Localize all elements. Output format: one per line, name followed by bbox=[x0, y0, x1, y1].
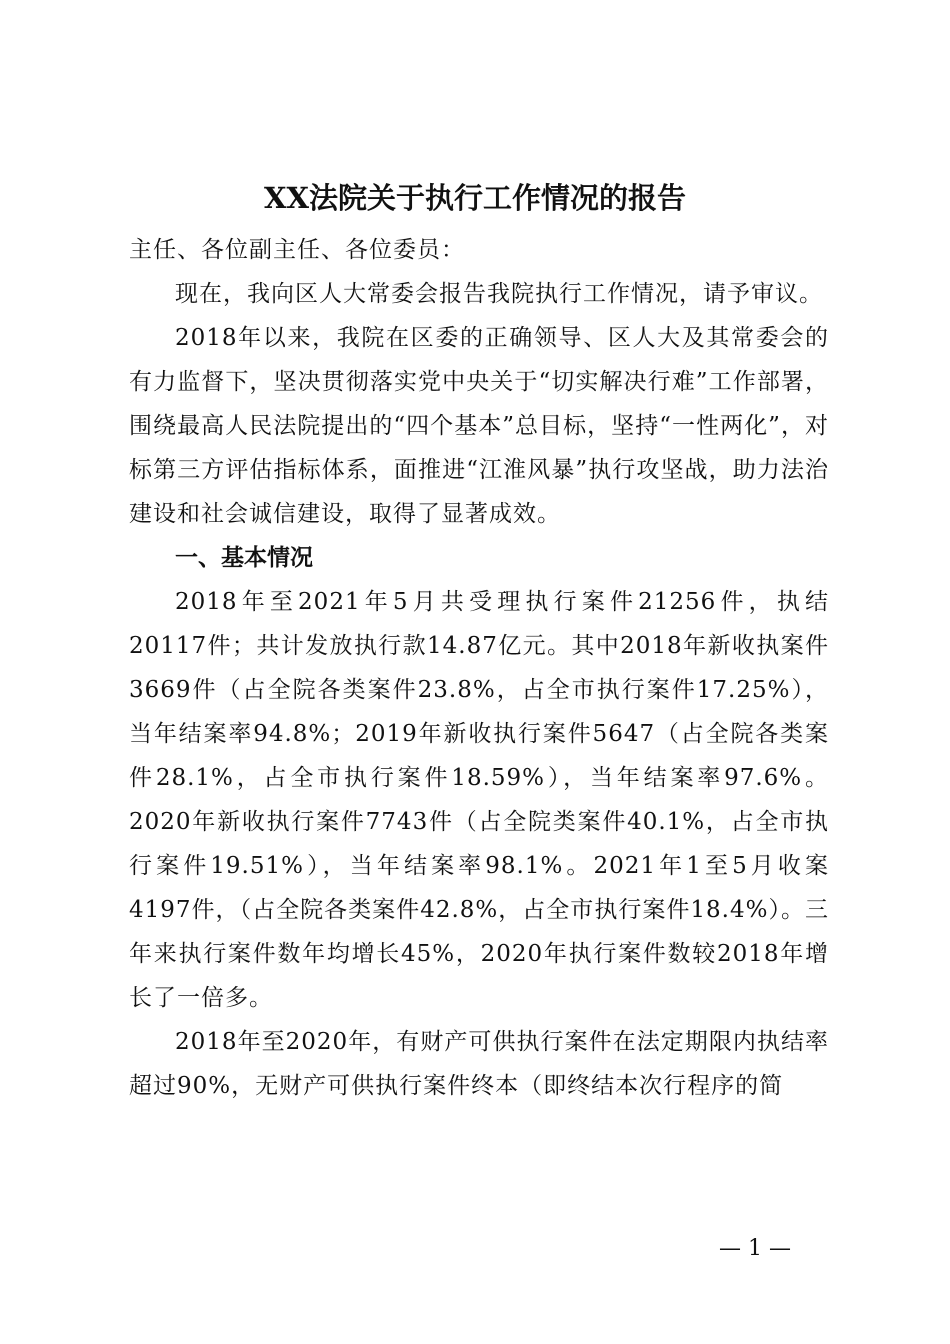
document-body bbox=[129, 228, 829, 1108]
salutation: 主任、各位副主任、各位委员： bbox=[129, 237, 465, 263]
paragraph-statistics: 2018年至2021年5月共受理执行案件21256件，执结20117件；共计发放执行款14.87亿元。其中2018年新收执案件3669件（占全院各类案件23.8%，占全市执行案件17.25%），当年结案率94.8%；2019年新收执行案件5647（占全院各类案件28.1%，占全市执行案件18.59%），当年结案率97.6%。2020年新收执行案件7743件（占全院类案件40.1%，占全市执行案件19.51%），当年结案率98.1%。2021年1至5月收案4197件，（占全院各类案件42.8%，占全市执行案件18.4%）。三年来执行案件数年均增长45%，2020年执行案件数较2018年增长了一倍多。 bbox=[129, 589, 830, 1011]
document-title: XX法院关于执行工作情况的报告 bbox=[263, 181, 686, 215]
page-number: — 1 — bbox=[719, 1236, 791, 1261]
paragraph-execution-rate: 2018年至2020年，有财产可供执行案件在法定期限内执结率超过90%，无财产可供执行案件终本（即终结本次行程序的简 bbox=[129, 1029, 829, 1099]
paragraph-overview: 2018年以来，我院在区委的正确领导、区人大及其常委会的有力监督下，坚决贯彻落实党中央关于“切实解决行难”工作部署，围绕最高人民法院提出的“四个基本”总目标，坚持“一性两化”，对标第三方评估指标体系，面推进“江淮风暴”执行攻坚战，助力法治建设和社会诚信建设，取得了显著成效。 bbox=[129, 325, 829, 527]
paragraph-intro: 现在，我向区人大常委会报告我院执行工作情况，请予审议。 bbox=[175, 281, 823, 307]
section-heading: 一、基本情况 bbox=[175, 545, 313, 571]
